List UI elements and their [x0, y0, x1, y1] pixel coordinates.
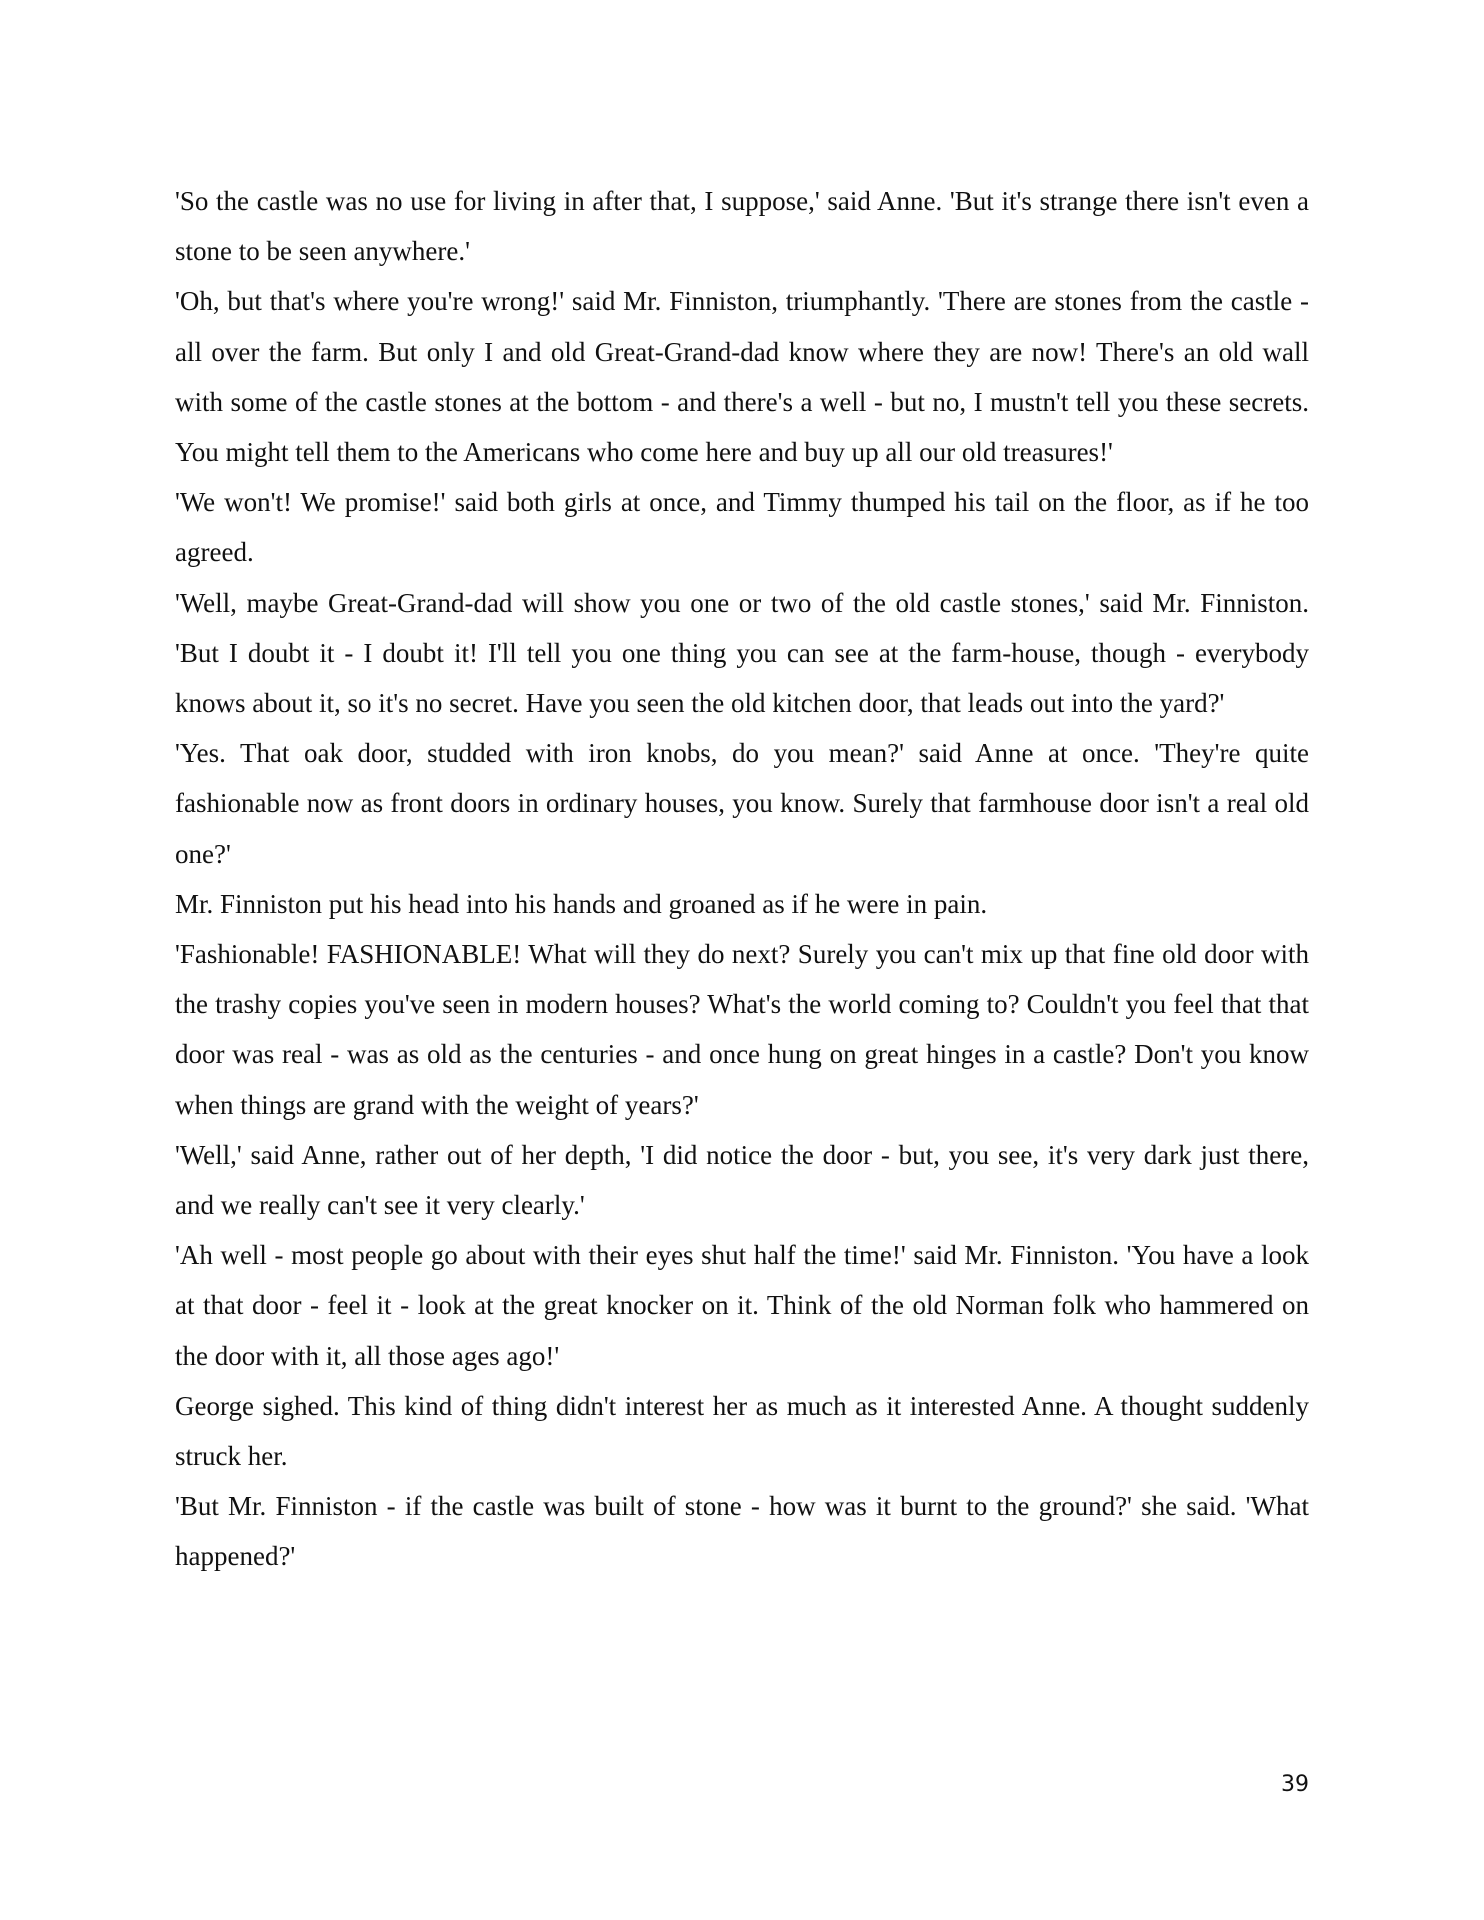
- paragraph: 'But Mr. Finniston - if the castle was built of stone - how was it burnt to the ground?' she said. 'What happened?': [175, 1491, 1309, 1572]
- paragraph: George sighed. This kind of thing didn't interest her as much as it interested Anne. A thought suddenly struck her.: [175, 1390, 1309, 1472]
- body-text: [175, 176, 1309, 1582]
- paragraph: Mr. Finniston put his head into his hands and groaned as if he were in pain.: [175, 888, 988, 919]
- paragraph: 'So the castle was no use for living in after that, I suppose,' said Anne. 'But it's strange there isn't even a stone to be seen anywhere.': [175, 186, 1309, 267]
- paragraph: 'Well,' said Anne, rather out of her depth, 'I did notice the door - but, you see, it's very dark just there, and we really can't see it very clearly.': [175, 1139, 1309, 1221]
- page-number: 39: [1281, 1772, 1309, 1797]
- paragraph: 'Oh, but that's where you're wrong!' said Mr. Finniston, triumphantly. 'There are stones from the castle - all over the farm. But only I and old Great-Grand-dad know where they are now! There's an old wall with some of the castle stones at the bottom - and there's a well - but no, I mustn't tell you these secrets. You might tell them to the Americans who come here and buy up all our old treasures!': [175, 286, 1309, 468]
- paragraph: 'Well, maybe Great-Grand-dad will show you one or two of the old castle stones,' said Mr. Finniston. 'But I doubt it - I doubt it! I'll tell you one thing you can see at the farm-house, though - everybody knows about it, so it's no secret. Have you seen the old kitchen door, that leads out into the yard?': [175, 587, 1309, 719]
- paragraph: 'Ah well - most people go about with their eyes shut half the time!' said Mr. Finniston. 'You have a look at that door - feel it - look at the great knocker on it. Think of the old Norman folk who hammered on the door with it, all those ages ago!': [175, 1240, 1309, 1371]
- paragraph: 'Yes. That oak door, studded with iron knobs, do you mean?' said Anne at once. 'They're quite fashionable now as front doors in ordinary houses, you know. Surely that farmhouse door isn't a real old one?': [175, 738, 1309, 869]
- paragraph: 'Fashionable! FASHIONABLE! What will they do next? Surely you can't mix up that fine old door with the trashy copies you've seen in modern houses? What's the world coming to? Couldn't you feel that that door was real - was as old as the centuries - and once hung on great hinges in a castle? Don't you know when things are grand with the weight of years?': [175, 939, 1309, 1120]
- paragraph: 'We won't! We promise!' said both girls at once, and Timmy thumped his tail on the floor, as if he too agreed.: [175, 487, 1309, 568]
